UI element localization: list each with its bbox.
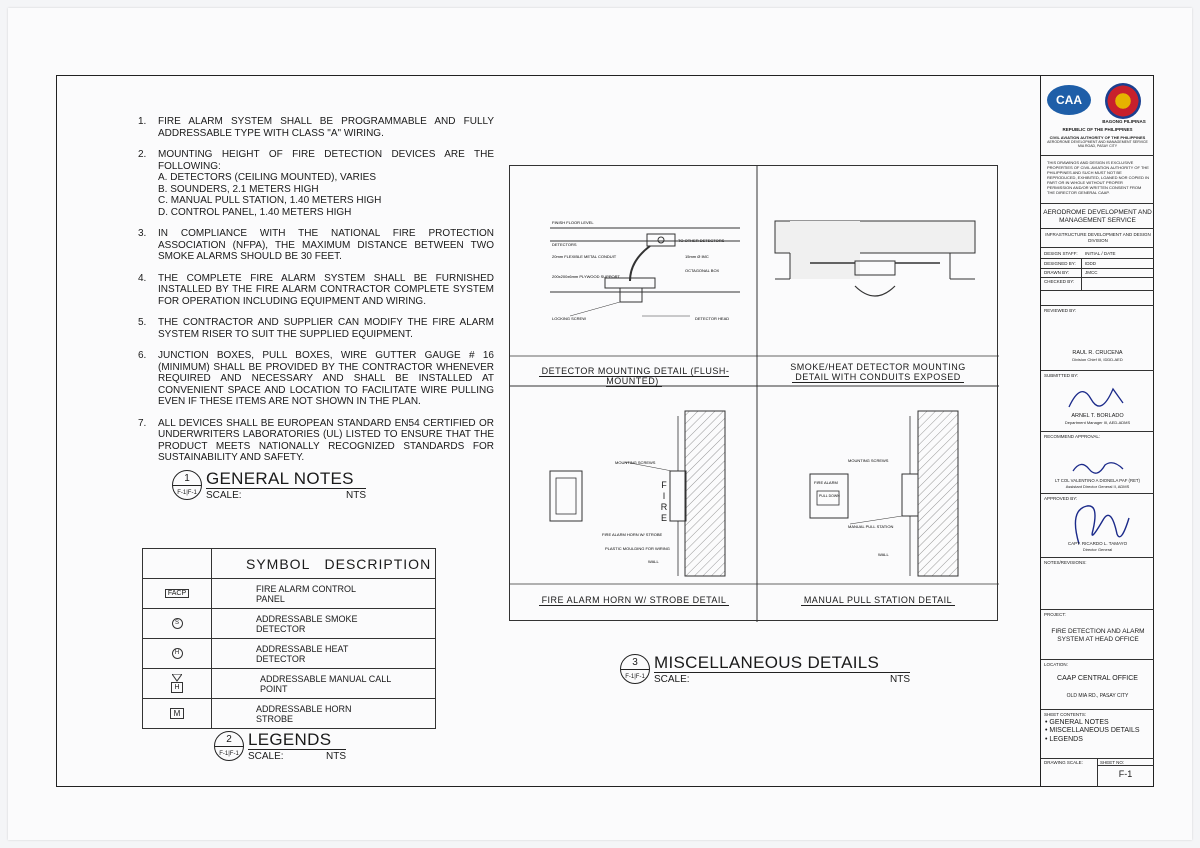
contents-label: SHEET CONTENTS: — [1044, 712, 1087, 717]
callout-ref2: F-1 — [229, 751, 239, 757]
callout-ref2: F-1 — [635, 674, 645, 680]
authority-sub-text: AERODROME DEVELOPMENT AND MANAGEMENT SERVICE — [1047, 140, 1148, 144]
horn-fire-label: F I R E — [660, 480, 668, 523]
label-wall: WALL — [648, 559, 659, 564]
staff-role: DRAWN BY: — [1044, 270, 1070, 275]
contents-item: LEGENDS — [1049, 735, 1083, 743]
general-note-item — [138, 273, 494, 308]
legend-row — [143, 608, 435, 638]
caption-pull — [762, 595, 994, 605]
label-wire: 15mm Ø IMC — [685, 254, 709, 259]
callout-number: 2 — [226, 734, 232, 745]
note-line: IN COMPLIANCE WITH THE NATIONAL FIRE PROTECTION ASSOCIATION (NFPA), THE MAXIMUM DISTANCE BETWEEN TWO SMOKE ALARMS SHOULD BE 30 FEET. — [158, 228, 494, 262]
note-number: 6. — [138, 350, 147, 361]
legend-row — [143, 578, 435, 608]
division-text: INFRASTRUCTURE DEVELOPMENT AND DESIGN DIVISION — [1045, 232, 1151, 243]
note-number: 5. — [138, 317, 147, 328]
section-title: GENERAL NOTES — [206, 470, 366, 489]
detail-callout: 1 F-1|F-1 — [172, 470, 202, 500]
detail-callout: 3 F-1|F-1 — [620, 654, 650, 684]
sheet-contents-list: • GENERAL NOTES • MISCELLANEOUS DETAILS • LEGENDS — [1045, 719, 1140, 743]
horn-strobe-icon: M — [170, 708, 185, 719]
label-detector-head: DETECTOR HEAD — [695, 316, 730, 321]
legend-row — [143, 668, 435, 698]
scale-label: SCALE: — [654, 674, 690, 685]
note-text — [158, 317, 494, 340]
submitted-label: SUBMITTED BY: — [1044, 373, 1079, 378]
note-line: THE CONTRACTOR AND SUPPLIER CAN MODIFY THE FIRE ALARM SYSTEM RISER TO SUIT THE SUPPLIED EQUIPMENT. — [158, 317, 494, 340]
section-title: MISCELLANEOUS DETAILS — [654, 654, 910, 673]
location-name: CAAP CENTRAL OFFICE — [1057, 675, 1138, 682]
caption-text: DETAIL WITH CONDUITS EXPOSED — [792, 372, 964, 383]
legends-title — [214, 731, 346, 762]
legend-desc: PANEL — [256, 593, 285, 604]
legend-desc: ADDRESSABLE HORN — [256, 703, 352, 714]
smoke-detector-icon: S — [172, 618, 183, 629]
disclaimer-text: THIS DRAWINGS AND DESIGN IS EXCLUSIVE PROPERTIES OF CIVIL AVIATION AUTHORITY OF THE PHILIPPINES AND SUCH MUST NOT BE REPRODUCED, EXHIBITED, LOANED NOR COPIED IN PART OR IN WHOLE WITHOUT PROPER PERMISSION AND/OR WRITTEN CONSENT FROM THE DIRECTOR GENERAL CAAP. — [1047, 160, 1150, 195]
label-finish-floor: FINISH FLOOR LEVEL — [552, 220, 594, 225]
submitter-signature — [1061, 379, 1131, 411]
scale-label: SCALE: — [206, 490, 242, 501]
staff-header-date: INITIAL / DATE — [1085, 251, 1116, 256]
callout-ref: F-1 — [625, 674, 635, 680]
caa-logo: CAA — [1047, 85, 1091, 115]
general-notes — [138, 116, 494, 474]
note-line: D. CONTROL PANEL, 1.40 METERS HIGH — [158, 206, 352, 218]
label-plastic-moulding: PLASTIC MOULDING FOR WIRING — [605, 546, 670, 551]
note-line: JUNCTION BOXES, PULL BOXES, WIRE GUTTER GAUGE # 16 (MINIMUM) SHALL BE PROVIDED BY THE CONTRACTOR WHENEVER REQUIRED AND NECESSARY AND SHALL BE INSTALLED AT CONVENIENT SPACE AND LOCATION TO FACILITATE WIRE PULLING EVEN IF THESE ITEMS ARE NOT SHOWN IN THE PLAN. — [158, 350, 494, 407]
details-drawing — [510, 166, 999, 622]
legend-desc: ADDRESSABLE SMOKE — [256, 613, 358, 624]
approved-label: APPROVED BY: — [1044, 496, 1078, 501]
scale-value: NTS — [890, 674, 910, 685]
address-small-text: MIA ROAD, PASAY CITY — [1077, 144, 1118, 148]
department-text: AERODROME DEVELOPMENT AND MANAGEMENT SERVICE — [1043, 209, 1152, 224]
reviewer-name: RAUL R. CRUCENA — [1072, 350, 1123, 356]
legend-desc: POINT — [260, 683, 288, 694]
note-line: THE COMPLETE FIRE ALARM SYSTEM SHALL BE FURNISHED INSTALLED BY THE FIRE ALARM CONTRACTOR COMPLETE SYSTEM FOR OPERATION INCLUDING EQUIPMENT AND WIRING. — [158, 272, 494, 307]
legend-desc: STROBE — [256, 713, 294, 724]
detail-callout: 2 F-1|F-1 — [214, 731, 244, 761]
recommender-name: LT COL VALENTINO A DIONELA PAF (RET) — [1054, 478, 1140, 483]
legend-header — [143, 549, 435, 578]
callout-number: 3 — [632, 657, 638, 668]
recommender-signature — [1069, 457, 1129, 477]
legend-desc: ADDRESSABLE HEAT — [256, 643, 349, 654]
note-text — [158, 418, 494, 464]
staff-initial: IDDD — [1085, 261, 1096, 266]
callout-ref: F-1 — [219, 751, 229, 757]
submitter-title: Department Manager III, AED-ADMS — [1064, 420, 1131, 425]
note-text — [158, 273, 494, 308]
callout-number: 1 — [184, 473, 190, 484]
republic-text: REPUBLIC OF THE PHILIPPINES — [1062, 127, 1133, 132]
drawing-scale-label: DRAWING SCALE: — [1044, 760, 1083, 765]
legend-header-text: SYMBOL DESCRIPTION — [246, 555, 432, 572]
manual-call-point-icon: H — [171, 682, 182, 693]
recommend-label: RECOMMEND APPROVAL: — [1044, 434, 1101, 439]
general-note-item — [138, 418, 494, 464]
note-line: ALL DEVICES SHALL BE EUROPEAN STANDARD EN54 CERTIFIED OR UNDERWRITERS LABORATORIES (UL) LISTED TO ENSURE THAT THE PRODUCT MEETS NATIONALLY RECOGNIZED STANDARDS FOR SUSTAINABILITY AND SAFETY. — [158, 417, 494, 463]
legend-row — [143, 698, 435, 728]
triangle-icon — [172, 674, 182, 682]
project-label: PROJECT: — [1044, 612, 1066, 617]
note-line: B. SOUNDERS, 2.1 METERS HIGH — [158, 183, 319, 195]
notes-label: NOTES/REVISIONS: — [1044, 560, 1087, 565]
note-number: 3. — [138, 228, 147, 239]
legend-desc: FIRE ALARM CONTROL — [256, 583, 357, 594]
scale-value: NTS — [346, 490, 366, 501]
note-number: 2. — [138, 149, 147, 160]
note-line: C. MANUAL PULL STATION, 1.40 METERS HIGH — [158, 195, 382, 206]
horn-strobe-drawing — [550, 411, 725, 576]
note-number: 1. — [138, 116, 147, 127]
sheet-no-label: SHEET NO: — [1100, 760, 1125, 765]
callout-ref2: F-1 — [187, 490, 197, 496]
label-mounting-screws-2: MOUNTING SCREWS — [848, 458, 889, 463]
note-line: A. DETECTORS (CEILING MOUNTED), VARIES — [158, 172, 376, 183]
title-block — [1040, 75, 1154, 787]
label-horn-strobe: FIRE ALARM HORN W/ STROBE — [602, 532, 663, 537]
scale-value: NTS — [326, 751, 346, 762]
recommender-title: Assistant Director General II, ADMS — [1065, 484, 1130, 489]
submitter-name: ARNEL T. BORLADO — [1071, 413, 1124, 419]
label-detectors: DETECTORS — [552, 242, 577, 247]
legend-row — [143, 638, 435, 668]
callout-ref: F-1 — [177, 490, 187, 496]
label-octagonal: OCTAGONAL BOX — [685, 268, 720, 273]
contents-item: MISCELLANEOUS DETAILS — [1049, 727, 1140, 735]
general-note-item — [138, 317, 494, 340]
caption-text: SMOKE/HEAT DETECTOR MOUNTING — [790, 362, 966, 372]
general-note-item — [138, 149, 494, 218]
staff-role: CHECKED BY: — [1044, 279, 1075, 284]
misc-details-title — [620, 654, 910, 685]
label-manual-pull: MANUAL PULL STATION — [848, 524, 894, 529]
heat-detector-icon: H — [172, 648, 183, 659]
legend-table — [142, 548, 436, 729]
label-mounting-screws: MOUNTING SCREWS — [615, 460, 656, 465]
general-notes-title — [172, 470, 366, 501]
note-line: MOUNTING HEIGHT OF FIRE DETECTION DEVICES ARE THE FOLLOWING: — [158, 149, 494, 172]
contents-item: GENERAL NOTES — [1049, 719, 1109, 726]
label-pull-down: PULL DOWN — [819, 494, 840, 498]
general-note-item — [138, 228, 494, 263]
staff-initial: JMCC — [1085, 270, 1098, 275]
label-flex-conduit: 20mm FLEXIBLE METAL CONDUIT — [552, 254, 617, 259]
caption-text: FIRE ALARM HORN W/ STROBE DETAIL — [539, 595, 730, 606]
note-line: FIRE ALARM SYSTEM SHALL BE PROGRAMMABLE AND FULLY ADDRESSABLE TYPE WITH CLASS "A" WIRING. — [158, 116, 494, 139]
legend-desc: DETECTOR — [256, 653, 306, 664]
note-number: 4. — [138, 272, 147, 284]
location-sub: OLD MIA RD., PASAY CITY — [1066, 693, 1129, 699]
miscellaneous-details-box — [509, 165, 998, 621]
general-note-item — [138, 350, 494, 408]
reviewed-label: REVIEWED BY: — [1044, 308, 1077, 313]
staff-role: DESIGNED BY: — [1044, 261, 1076, 266]
caption-exposed — [762, 362, 994, 382]
label-to-other: TO OTHER DETECTORS — [678, 238, 725, 243]
authority-text: CIVIL AVIATION AUTHORITY OF THE PHILIPPINES — [1049, 135, 1146, 140]
bagong-pilipinas-logo — [1105, 83, 1141, 119]
note-number: 7. — [138, 417, 147, 429]
note-text — [158, 350, 494, 408]
note-text — [158, 228, 494, 263]
exposed-conduit-drawing — [775, 221, 975, 296]
label-fire-alarm: FIRE ALARM — [814, 480, 838, 485]
approver-name: CAPT. RICARDO L. TAMAYO — [1067, 541, 1128, 546]
caption-horn — [520, 595, 748, 605]
staff-header: DESIGN STAFF: — [1044, 251, 1078, 256]
scale-label: SCALE: — [248, 751, 284, 762]
legend-desc: DETECTOR — [256, 623, 306, 634]
bagong-pilipinas-text: BAGONG PILIPINAS — [1102, 119, 1146, 124]
location-label: LOCATION: — [1044, 662, 1068, 667]
reviewer-title: Division Chief III, IDDD-AED — [1072, 357, 1123, 362]
note-text — [158, 149, 494, 218]
caption-text: MANUAL PULL STATION DETAIL — [801, 595, 955, 606]
approver-title: Director General — [1082, 547, 1113, 552]
general-note-item — [138, 116, 494, 139]
label-plywood: 200x200x6mm PLYWOOD SUPPORT — [552, 274, 620, 279]
caption-flush — [520, 366, 748, 386]
sheet-number: F-1 — [1118, 769, 1133, 779]
section-title: LEGENDS — [248, 731, 346, 750]
label-wall-2: WALL — [878, 552, 889, 557]
caption-text: DETECTOR MOUNTING DETAIL (FLUSH-MOUNTED) — [539, 366, 730, 387]
label-locking: LOCKING SCREW — [552, 316, 587, 321]
facp-symbol: FACP — [165, 589, 189, 598]
project-name: FIRE DETECTION AND ALARM SYSTEM AT HEAD OFFICE — [1051, 628, 1145, 643]
note-text — [158, 116, 494, 139]
legend-desc: ADDRESSABLE MANUAL CALL — [260, 673, 392, 684]
